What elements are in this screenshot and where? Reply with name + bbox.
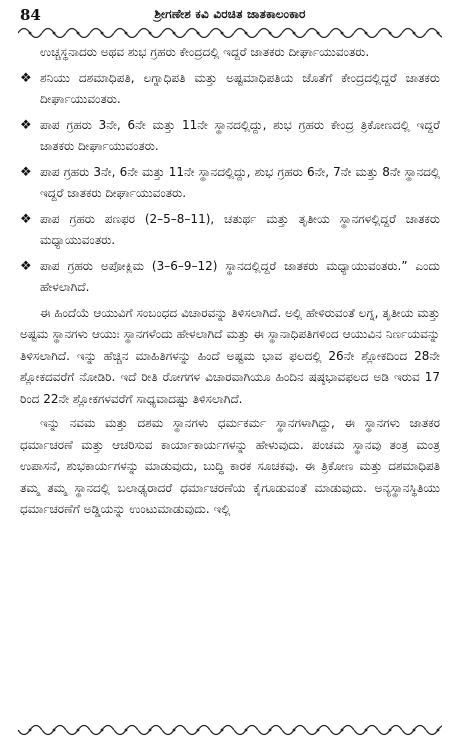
diamond-cluster-icon: ❖ [20, 117, 32, 133]
list-item [20, 68, 440, 111]
diamond-cluster-icon: ❖ [20, 211, 32, 227]
body-paragraph: ಇನ್ನು ನವಮ ಮತ್ತು ದಶಮ ಸ್ಥಾನಗಳು ಧರ್ಮಕರ್ಮ ಸ್ಥಾನಗಳಾಗಿದ್ದು, ಈ ಸ್ಥಾನಗಳು ಜಾತಕರ ಧರ್ಮಾಚರಣೆ ಮತ್ತು ಆಚರಿಸುವ ಕಾರ್ಯಾಕಾರ್ಯಗಳನ್ನು ಹೇಳುವುದು. ಪಂಚಮ ಸ್ಥಾನವು ತಂತ್ರ ಮಂತ್ರ ಉಪಾಸನೆ, ಶುಭಕಾರ್ಯಗಳನ್ನು ಮಾಡುವುದು, ಬುದ್ಧಿ ಕಾರಕ ಸೂಚಕವು. ಈ ತ್ರಿಕೋಣ ಮತ್ತು ದಶಮಾಧಿಪತಿ ತಮ್ಮ ತಮ್ಮ ಸ್ಥಾನದಲ್ಲಿ ಬಲಾಢ್ಯರಾದರೆ ಧರ್ಮಾಚರಣೆಯ ಕೈಗೂಡುವಂತೆ ಮಾಡುವುದು. ಅನ್ಯಸ್ಥಾನಸ್ಥಿತಿಯು ಧರ್ಮಾಚರಣೆಗೆ ಅಡ್ಡಿಯನ್ನು ಉಂಟುಮಾಡುವುದು. ಇಲ್ಲಿ [20, 416, 440, 516]
list-item-text: ಪಾಪ ಗ್ರಹರು ಪಣಫರ (2–5–8–11), ಚತುರ್ಥ ಮತ್ತು ತೃತೀಯ ಸ್ಥಾನಗಳಲ್ಲಿದ್ದರೆ ಜಾತಕರು ಮಧ್ಯಾಯುವಂತರು. [40, 211, 440, 247]
scroll-border-icon [18, 724, 442, 736]
bullet-list [20, 42, 440, 299]
list-item-text: ಉಚ್ಚಸ್ಥನಾದರು ಅಥವ ಶುಭ ಗ್ರಹರು ಕೇಂದ್ರದಲ್ಲಿ ಇದ್ದರೆ ಜಾತಕರು ದೀರ್ಘಾಯುವಂತರು. [40, 45, 370, 59]
list-item-text: ಶನಿಯು ದಶಮಾಧಿಪತಿ, ಲಗ್ನಾಧಿಪತಿ ಮತ್ತು ಅಷ್ಟಮಾಧಿಪತಿಯ ಜೊತೆಗೆ ಕೇಂದ್ರದಲ್ಲಿದ್ದರೆ ಜಾತಕರು ದೀರ್ಘಾಯುವಂತರು. [40, 70, 440, 106]
list-item-text: ಪಾಪ ಗ್ರಹರು 3ನೇ, 6ನೇ ಮತ್ತು 11ನೇ ಸ್ಥಾನದಲ್ಲಿದ್ದು, ಶುಭ ಗ್ರಹರು ಕೇಂದ್ರ ತ್ರಿಕೋಣದಲ್ಲಿ ಇದ್ದರೆ ಜಾತಕರು ದೀರ್ಘಾಯುವಂತರು. [40, 117, 440, 153]
list-item [20, 115, 440, 158]
page-content [20, 42, 440, 524]
diamond-cluster-icon: ❖ [20, 164, 32, 180]
diamond-cluster-icon: ❖ [20, 258, 32, 274]
page-header [20, 6, 440, 26]
diamond-cluster-icon: ❖ [20, 70, 32, 86]
list-item-text: ಪಾಪ ಗ್ರಹರು 3ನೇ, 6ನೇ ಮತ್ತು 11ನೇ ಸ್ಥಾನದಲ್ಲಿದ್ದು, ಶುಭ ಗ್ರಹರು 6ನೇ, 7ನೇ ಮತ್ತು 8ನೇ ಸ್ಥಾನದಲ್ಲಿ ಇದ್ದರೆ ಜಾತಕರು ದೀರ್ಘಾಯುವಂತರು. [40, 164, 440, 200]
list-item [20, 256, 440, 299]
list-item [20, 42, 440, 64]
running-title: ಶ್ರೀಗಣೇಶ ಕವಿ ವಿರಚಿತ ಜಾತಕಾಲಂಕಾರ [154, 7, 306, 21]
list-item-text: ಪಾಪ ಗ್ರಹರು ಅಪೋಕ್ಲಿಮ (3–6–9–12) ಸ್ಥಾನದಲ್ಲಿದ್ದರೆ ಜಾತಕರು ಮಧ್ಯಾಯುವಂತರು.” ಎಂದು ಹೇಳಲಾಗಿದೆ. [40, 258, 440, 294]
page-number: 84 [20, 6, 41, 24]
scroll-border-icon [18, 27, 442, 39]
list-item [20, 162, 440, 205]
list-item [20, 209, 440, 252]
body-paragraph: ಈ ಹಿಂದೆಯೆ ಆಯುವಿಗೆ ಸಂಬಂಧದ ವಿಚಾರವನ್ನು ತಿಳಿಸಲಾಗಿದೆ. ಅಲ್ಲಿ ಹೇಳಿರುವಂತೆ ಲಗ್ನ, ತೃತೀಯ ಮತ್ತು ಅಷ್ಟಮ ಸ್ಥಾನಗಳು ಆಯುಃ ಸ್ಥಾನಗಳೆಂದು ಹೇಳಲಾಗಿದೆ ಮತ್ತು ಈ ಸ್ಥಾನಾಧಿಪತಿಗಳಿಂದ ಆಯುವಿನ ನಿರ್ಣಯವನ್ನು ತಿಳಿಸಲಾಗಿದೆ. ಇನ್ನು ಹೆಚ್ಚಿನ ಮಾಹಿತಿಗಳನ್ನು ಹಿಂದೆ ಅಷ್ಟಮ ಭಾವ ಫಲದಲ್ಲಿ 26ನೇ ಶ್ಲೋಕದಿಂದ 28ನೇ ಶ್ಲೋಕದವರೆಗೆ ನೋಡಿರಿ. ಇದೆ ರೀತಿ ರೋಗಗಳ ವಿಚಾರವಾಗಿಯೂ ಹಿಂದಿನ ಷಷ್ಠಭಾವಫಲದ ಅಡಿ ಇರುವ 17 ರಿಂದ 22ನೇ ಶ್ಲೋಕಗಳವರೆಗೆ ಸಾಧ್ಯವಾದಷ್ಟು ತಿಳಿಸಲಾಗಿದೆ. [20, 305, 440, 406]
